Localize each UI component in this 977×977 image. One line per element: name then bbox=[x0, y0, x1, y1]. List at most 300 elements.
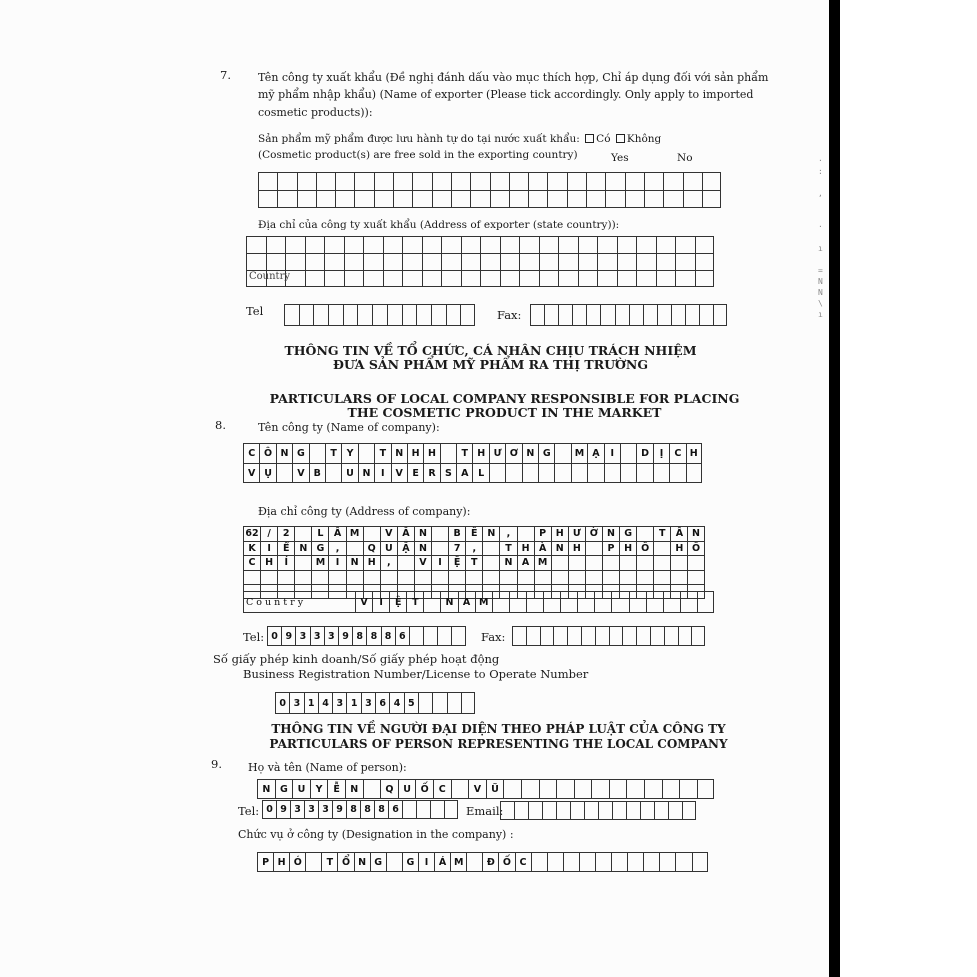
grid-cell[interactable] bbox=[578, 236, 598, 253]
grid-cell[interactable] bbox=[441, 270, 461, 287]
grid-cell[interactable] bbox=[653, 463, 669, 483]
grid-cell[interactable] bbox=[586, 172, 605, 190]
grid-cell[interactable]: U bbox=[380, 541, 397, 556]
grid-cell[interactable]: Ị bbox=[653, 443, 669, 463]
grid-cell[interactable] bbox=[526, 626, 540, 646]
grid-cell[interactable] bbox=[594, 591, 611, 613]
grid-cell[interactable]: Á bbox=[434, 852, 450, 872]
grid-cell[interactable] bbox=[629, 304, 643, 326]
grid-cell[interactable]: Â bbox=[328, 526, 345, 541]
grid-cell[interactable] bbox=[605, 190, 624, 208]
grid-cell[interactable] bbox=[451, 779, 469, 799]
grid-cell[interactable] bbox=[597, 236, 617, 253]
grid-cell[interactable] bbox=[528, 172, 547, 190]
grid-cell[interactable] bbox=[311, 570, 328, 585]
grid-cell[interactable]: V bbox=[380, 526, 397, 541]
grid-cell[interactable] bbox=[258, 172, 277, 190]
grid-cell[interactable]: H bbox=[517, 541, 534, 556]
grid-cell[interactable] bbox=[568, 570, 585, 585]
grid-cell[interactable] bbox=[393, 172, 412, 190]
grid-cell[interactable] bbox=[276, 463, 292, 483]
grid-cell[interactable]: Ạ bbox=[587, 443, 603, 463]
grid-cell[interactable] bbox=[598, 801, 612, 820]
grid-cell[interactable] bbox=[668, 801, 682, 820]
grid-cell[interactable]: , bbox=[380, 555, 397, 570]
grid-cell[interactable] bbox=[509, 190, 528, 208]
grid-cell[interactable] bbox=[432, 692, 446, 714]
grid-cell[interactable]: Ố bbox=[498, 852, 514, 872]
grid-cell[interactable]: 6 bbox=[395, 626, 409, 646]
grid-cell[interactable] bbox=[422, 253, 442, 270]
grid-cell[interactable] bbox=[682, 801, 696, 820]
grid-cell[interactable] bbox=[595, 852, 611, 872]
grid-cell[interactable]: Ố bbox=[636, 541, 653, 556]
grid-cell[interactable] bbox=[423, 591, 440, 613]
grid-cell[interactable] bbox=[363, 236, 383, 253]
grid-cell[interactable] bbox=[538, 463, 554, 483]
grid-cell[interactable] bbox=[685, 304, 699, 326]
grid-cell[interactable] bbox=[656, 236, 676, 253]
grid-cell[interactable] bbox=[441, 236, 461, 253]
grid-cell[interactable] bbox=[577, 591, 594, 613]
grid-cell[interactable]: G bbox=[402, 852, 418, 872]
person-email-grid[interactable] bbox=[500, 801, 696, 820]
grid-cell[interactable] bbox=[534, 570, 551, 585]
grid-cell[interactable]: Ư bbox=[568, 526, 585, 541]
grid-cell[interactable] bbox=[678, 626, 692, 646]
grid-cell[interactable]: C bbox=[433, 779, 451, 799]
grid-cell[interactable] bbox=[297, 190, 316, 208]
grid-cell[interactable] bbox=[654, 801, 668, 820]
grid-cell[interactable] bbox=[554, 463, 570, 483]
grid-cell[interactable] bbox=[258, 190, 277, 208]
grid-cell[interactable] bbox=[675, 270, 695, 287]
grid-cell[interactable] bbox=[246, 253, 266, 270]
person-name-grid[interactable] bbox=[257, 779, 714, 799]
grid-cell[interactable]: À bbox=[534, 541, 551, 556]
exporter-address-grid[interactable] bbox=[246, 236, 714, 287]
grid-cell[interactable] bbox=[444, 800, 458, 819]
grid-cell[interactable] bbox=[663, 591, 680, 613]
grid-cell[interactable] bbox=[670, 555, 687, 570]
grid-cell[interactable] bbox=[612, 801, 626, 820]
grid-cell[interactable]: Ễ bbox=[327, 779, 345, 799]
grid-cell[interactable]: U bbox=[398, 779, 416, 799]
grid-cell[interactable] bbox=[422, 270, 442, 287]
grid-cell[interactable] bbox=[499, 570, 516, 585]
grid-cell[interactable]: Ă bbox=[397, 526, 414, 541]
grid-cell[interactable] bbox=[446, 304, 461, 326]
grid-cell[interactable] bbox=[586, 304, 600, 326]
grid-cell[interactable] bbox=[418, 692, 432, 714]
grid-cell[interactable] bbox=[570, 801, 584, 820]
grid-cell[interactable] bbox=[335, 172, 354, 190]
grid-cell[interactable]: G bbox=[292, 443, 308, 463]
grid-cell[interactable] bbox=[662, 779, 680, 799]
grid-cell[interactable] bbox=[567, 626, 581, 646]
grid-cell[interactable] bbox=[470, 190, 489, 208]
grid-cell[interactable]: 3 bbox=[304, 800, 318, 819]
grid-cell[interactable]: Ổ bbox=[337, 852, 353, 872]
grid-cell[interactable]: Ơ bbox=[505, 443, 521, 463]
grid-cell[interactable] bbox=[646, 591, 663, 613]
grid-cell[interactable] bbox=[691, 626, 705, 646]
grid-cell[interactable] bbox=[305, 253, 325, 270]
company-fax-grid[interactable] bbox=[512, 626, 705, 646]
grid-cell[interactable] bbox=[451, 190, 470, 208]
grid-cell[interactable] bbox=[447, 692, 461, 714]
grid-cell[interactable] bbox=[586, 190, 605, 208]
grid-cell[interactable] bbox=[346, 570, 363, 585]
grid-cell[interactable] bbox=[480, 236, 500, 253]
grid-cell[interactable]: U bbox=[341, 463, 357, 483]
grid-cell[interactable] bbox=[431, 570, 448, 585]
grid-cell[interactable] bbox=[266, 236, 286, 253]
grid-cell[interactable] bbox=[609, 626, 623, 646]
grid-cell[interactable] bbox=[574, 779, 592, 799]
grid-cell[interactable] bbox=[482, 555, 499, 570]
grid-cell[interactable] bbox=[416, 800, 430, 819]
grid-cell[interactable]: Ồ bbox=[687, 541, 704, 556]
grid-cell[interactable] bbox=[683, 172, 702, 190]
grid-cell[interactable] bbox=[695, 236, 715, 253]
grid-cell[interactable] bbox=[551, 555, 568, 570]
grid-cell[interactable]: C bbox=[243, 555, 260, 570]
grid-cell[interactable]: , bbox=[499, 526, 516, 541]
grid-cell[interactable]: G bbox=[619, 526, 636, 541]
no-checkbox[interactable] bbox=[616, 134, 625, 143]
grid-cell[interactable]: H bbox=[260, 555, 277, 570]
grid-cell[interactable] bbox=[560, 591, 577, 613]
grid-cell[interactable]: V bbox=[292, 463, 308, 483]
grid-cell[interactable] bbox=[558, 236, 578, 253]
grid-cell[interactable]: A bbox=[458, 591, 475, 613]
grid-cell[interactable] bbox=[697, 779, 715, 799]
grid-cell[interactable]: V bbox=[355, 591, 372, 613]
grid-cell[interactable]: P bbox=[534, 526, 551, 541]
grid-cell[interactable] bbox=[650, 626, 664, 646]
grid-cell[interactable]: H bbox=[619, 541, 636, 556]
grid-cell[interactable]: G bbox=[538, 443, 554, 463]
grid-cell[interactable] bbox=[636, 555, 653, 570]
grid-cell[interactable] bbox=[354, 190, 373, 208]
grid-cell[interactable]: H bbox=[472, 443, 488, 463]
grid-cell[interactable]: 62 bbox=[243, 526, 260, 541]
grid-cell[interactable] bbox=[619, 555, 636, 570]
grid-cell[interactable]: N bbox=[499, 555, 516, 570]
grid-cell[interactable]: , bbox=[328, 541, 345, 556]
grid-cell[interactable] bbox=[636, 570, 653, 585]
grid-cell[interactable] bbox=[625, 190, 644, 208]
grid-cell[interactable] bbox=[620, 463, 636, 483]
grid-cell[interactable] bbox=[551, 570, 568, 585]
grid-cell[interactable]: M bbox=[571, 443, 587, 463]
grid-cell[interactable] bbox=[554, 443, 570, 463]
grid-cell[interactable]: T bbox=[325, 443, 341, 463]
grid-cell[interactable] bbox=[620, 443, 636, 463]
grid-cell[interactable] bbox=[430, 800, 444, 819]
exporter-tel-grid[interactable] bbox=[284, 304, 475, 326]
grid-cell[interactable] bbox=[656, 270, 676, 287]
grid-cell[interactable] bbox=[679, 779, 697, 799]
grid-cell[interactable] bbox=[431, 526, 448, 541]
grid-cell[interactable] bbox=[412, 190, 431, 208]
grid-cell[interactable]: Ũ bbox=[486, 779, 504, 799]
grid-cell[interactable] bbox=[572, 304, 586, 326]
grid-cell[interactable]: 8 bbox=[366, 626, 380, 646]
grid-cell[interactable]: N bbox=[294, 541, 311, 556]
grid-cell[interactable] bbox=[636, 463, 652, 483]
grid-cell[interactable]: 4 bbox=[389, 692, 403, 714]
grid-cell[interactable] bbox=[294, 555, 311, 570]
grid-cell[interactable] bbox=[328, 570, 345, 585]
grid-cell[interactable]: 4 bbox=[318, 692, 332, 714]
grid-cell[interactable] bbox=[519, 236, 539, 253]
grid-cell[interactable]: Ể bbox=[277, 541, 294, 556]
grid-cell[interactable] bbox=[482, 541, 499, 556]
grid-cell[interactable] bbox=[285, 236, 305, 253]
grid-cell[interactable] bbox=[579, 852, 595, 872]
grid-cell[interactable] bbox=[702, 172, 721, 190]
grid-cell[interactable]: G bbox=[311, 541, 328, 556]
grid-cell[interactable] bbox=[695, 253, 715, 270]
grid-cell[interactable]: G bbox=[275, 779, 293, 799]
grid-cell[interactable]: M bbox=[450, 852, 466, 872]
grid-cell[interactable] bbox=[617, 270, 637, 287]
grid-cell[interactable] bbox=[558, 304, 572, 326]
grid-cell[interactable] bbox=[431, 304, 446, 326]
grid-cell[interactable] bbox=[597, 270, 617, 287]
grid-cell[interactable] bbox=[581, 626, 595, 646]
grid-cell[interactable] bbox=[540, 626, 554, 646]
grid-cell[interactable]: N bbox=[354, 852, 370, 872]
grid-cell[interactable]: N bbox=[257, 779, 275, 799]
grid-cell[interactable] bbox=[344, 270, 364, 287]
grid-cell[interactable]: I bbox=[418, 852, 434, 872]
grid-cell[interactable] bbox=[643, 304, 657, 326]
grid-cell[interactable] bbox=[543, 591, 560, 613]
grid-cell[interactable]: Ụ bbox=[259, 463, 275, 483]
grid-cell[interactable]: 0 bbox=[275, 692, 289, 714]
grid-cell[interactable]: N bbox=[346, 555, 363, 570]
grid-cell[interactable]: 8 bbox=[360, 800, 374, 819]
grid-cell[interactable] bbox=[643, 852, 659, 872]
grid-cell[interactable] bbox=[243, 570, 260, 585]
grid-cell[interactable] bbox=[344, 253, 364, 270]
grid-cell[interactable] bbox=[512, 626, 526, 646]
grid-cell[interactable] bbox=[604, 463, 620, 483]
grid-cell[interactable] bbox=[680, 591, 697, 613]
grid-cell[interactable]: 9 bbox=[281, 626, 295, 646]
grid-cell[interactable] bbox=[675, 852, 691, 872]
grid-cell[interactable] bbox=[344, 236, 364, 253]
grid-cell[interactable] bbox=[556, 801, 570, 820]
grid-cell[interactable]: 3 bbox=[332, 692, 346, 714]
grid-cell[interactable] bbox=[260, 570, 277, 585]
grid-cell[interactable] bbox=[636, 526, 653, 541]
grid-cell[interactable] bbox=[383, 253, 403, 270]
grid-cell[interactable]: 5 bbox=[404, 692, 418, 714]
grid-cell[interactable]: T bbox=[456, 443, 472, 463]
grid-cell[interactable] bbox=[585, 570, 602, 585]
grid-cell[interactable] bbox=[432, 172, 451, 190]
grid-cell[interactable] bbox=[615, 304, 629, 326]
grid-cell[interactable]: 1 bbox=[346, 692, 360, 714]
grid-cell[interactable] bbox=[629, 591, 646, 613]
grid-cell[interactable] bbox=[490, 190, 509, 208]
grid-cell[interactable]: T bbox=[406, 591, 423, 613]
grid-cell[interactable] bbox=[500, 236, 520, 253]
grid-cell[interactable]: L bbox=[472, 463, 488, 483]
grid-cell[interactable]: 8 bbox=[381, 626, 395, 646]
grid-cell[interactable] bbox=[414, 570, 431, 585]
grid-cell[interactable] bbox=[517, 570, 534, 585]
grid-cell[interactable]: K bbox=[243, 541, 260, 556]
grid-cell[interactable] bbox=[416, 304, 431, 326]
grid-cell[interactable] bbox=[547, 172, 566, 190]
grid-cell[interactable] bbox=[374, 172, 393, 190]
grid-cell[interactable] bbox=[539, 270, 559, 287]
grid-cell[interactable]: M bbox=[475, 591, 492, 613]
grid-cell[interactable] bbox=[402, 253, 422, 270]
grid-cell[interactable] bbox=[675, 253, 695, 270]
grid-cell[interactable]: I bbox=[374, 463, 390, 483]
grid-cell[interactable] bbox=[432, 190, 451, 208]
grid-cell[interactable] bbox=[653, 570, 670, 585]
grid-cell[interactable] bbox=[509, 591, 526, 613]
grid-cell[interactable] bbox=[409, 626, 423, 646]
grid-cell[interactable]: H bbox=[407, 443, 423, 463]
grid-cell[interactable] bbox=[587, 463, 603, 483]
grid-cell[interactable]: 2 bbox=[277, 526, 294, 541]
grid-cell[interactable]: M bbox=[311, 555, 328, 570]
grid-cell[interactable]: 3 bbox=[361, 692, 375, 714]
grid-cell[interactable] bbox=[402, 800, 416, 819]
grid-cell[interactable]: H bbox=[568, 541, 585, 556]
grid-cell[interactable]: 3 bbox=[290, 800, 304, 819]
grid-cell[interactable] bbox=[294, 526, 311, 541]
grid-cell[interactable] bbox=[636, 253, 656, 270]
grid-cell[interactable] bbox=[500, 253, 520, 270]
grid-cell[interactable]: Ư bbox=[489, 443, 505, 463]
grid-cell[interactable] bbox=[522, 463, 538, 483]
grid-cell[interactable]: N bbox=[687, 526, 704, 541]
grid-cell[interactable] bbox=[316, 172, 335, 190]
grid-cell[interactable]: Q bbox=[363, 541, 380, 556]
grid-cell[interactable]: H bbox=[423, 443, 439, 463]
grid-cell[interactable] bbox=[461, 236, 481, 253]
grid-cell[interactable] bbox=[683, 190, 702, 208]
grid-cell[interactable]: E bbox=[407, 463, 423, 483]
grid-cell[interactable] bbox=[627, 852, 643, 872]
grid-cell[interactable] bbox=[277, 190, 296, 208]
grid-cell[interactable] bbox=[702, 190, 721, 208]
grid-cell[interactable] bbox=[246, 236, 266, 253]
grid-cell[interactable] bbox=[663, 172, 682, 190]
grid-cell[interactable]: T bbox=[499, 541, 516, 556]
company-address-grid[interactable] bbox=[243, 526, 705, 599]
grid-cell[interactable]: N bbox=[602, 526, 619, 541]
grid-cell[interactable]: V bbox=[468, 779, 486, 799]
grid-cell[interactable] bbox=[335, 190, 354, 208]
grid-cell[interactable] bbox=[460, 304, 475, 326]
grid-cell[interactable] bbox=[305, 236, 325, 253]
grid-cell[interactable]: 3 bbox=[295, 626, 309, 646]
grid-cell[interactable] bbox=[358, 443, 374, 463]
grid-cell[interactable] bbox=[568, 555, 585, 570]
grid-cell[interactable] bbox=[558, 253, 578, 270]
grid-cell[interactable] bbox=[528, 190, 547, 208]
grid-cell[interactable] bbox=[517, 526, 534, 541]
grid-cell[interactable] bbox=[653, 541, 670, 556]
grid-cell[interactable]: V bbox=[414, 555, 431, 570]
grid-cell[interactable]: N bbox=[551, 541, 568, 556]
grid-cell[interactable] bbox=[519, 270, 539, 287]
grid-cell[interactable] bbox=[675, 236, 695, 253]
grid-cell[interactable] bbox=[343, 304, 358, 326]
grid-cell[interactable]: N bbox=[276, 443, 292, 463]
grid-cell[interactable]: Í bbox=[277, 555, 294, 570]
grid-cell[interactable] bbox=[309, 443, 325, 463]
grid-cell[interactable] bbox=[482, 570, 499, 585]
grid-cell[interactable] bbox=[470, 172, 489, 190]
grid-cell[interactable]: P bbox=[257, 852, 273, 872]
grid-cell[interactable]: S bbox=[440, 463, 456, 483]
grid-cell[interactable]: G bbox=[370, 852, 386, 872]
grid-cell[interactable]: 8 bbox=[352, 626, 366, 646]
grid-cell[interactable] bbox=[659, 852, 675, 872]
grid-cell[interactable]: H bbox=[686, 443, 702, 463]
grid-cell[interactable] bbox=[547, 190, 566, 208]
grid-cell[interactable] bbox=[492, 591, 509, 613]
grid-cell[interactable]: C bbox=[669, 443, 685, 463]
grid-cell[interactable]: 1 bbox=[304, 692, 318, 714]
grid-cell[interactable] bbox=[305, 852, 321, 872]
grid-cell[interactable]: 0 bbox=[267, 626, 281, 646]
grid-cell[interactable] bbox=[422, 236, 442, 253]
grid-cell[interactable] bbox=[480, 270, 500, 287]
grid-cell[interactable] bbox=[611, 591, 628, 613]
grid-cell[interactable]: V bbox=[243, 463, 259, 483]
grid-cell[interactable] bbox=[526, 591, 543, 613]
grid-cell[interactable] bbox=[521, 779, 539, 799]
grid-cell[interactable] bbox=[397, 570, 414, 585]
grid-cell[interactable] bbox=[699, 304, 713, 326]
grid-cell[interactable] bbox=[448, 570, 465, 585]
grid-cell[interactable] bbox=[531, 852, 547, 872]
grid-cell[interactable] bbox=[547, 852, 563, 872]
grid-cell[interactable]: N bbox=[482, 526, 499, 541]
grid-cell[interactable] bbox=[669, 463, 685, 483]
grid-cell[interactable] bbox=[489, 463, 505, 483]
grid-cell[interactable]: 9 bbox=[338, 626, 352, 646]
grid-cell[interactable] bbox=[671, 304, 685, 326]
grid-cell[interactable] bbox=[609, 779, 627, 799]
grid-cell[interactable] bbox=[437, 626, 451, 646]
grid-cell[interactable] bbox=[528, 801, 542, 820]
grid-cell[interactable]: B bbox=[309, 463, 325, 483]
grid-cell[interactable]: 3 bbox=[324, 626, 338, 646]
grid-cell[interactable] bbox=[313, 304, 328, 326]
grid-cell[interactable] bbox=[578, 253, 598, 270]
grid-cell[interactable] bbox=[530, 304, 544, 326]
grid-cell[interactable] bbox=[451, 172, 470, 190]
grid-cell[interactable]: 3 bbox=[318, 800, 332, 819]
grid-cell[interactable] bbox=[285, 253, 305, 270]
grid-cell[interactable] bbox=[383, 236, 403, 253]
grid-cell[interactable] bbox=[542, 801, 556, 820]
grid-cell[interactable] bbox=[656, 253, 676, 270]
